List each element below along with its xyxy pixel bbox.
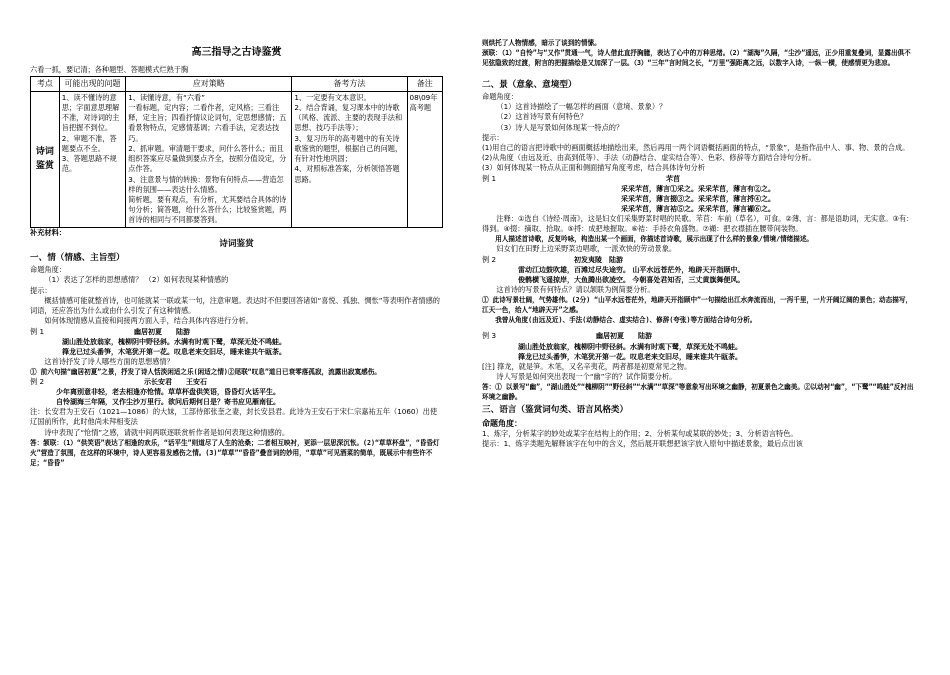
- section-heading-language: 三、语言（鉴赏词句类、语言风格类）: [482, 405, 629, 416]
- example-answer: 答：① 以景写“幽”，“湖山胜处”“槐柳阴”“野径斜”“水满”“草深”等意象写出环境之幽静，初夏景色之幽美。②以动衬“幽”，“下鹭”“鸣蛙”反衬出环境之幽静。: [482, 383, 914, 402]
- right-column: [482, 38, 914, 449]
- example-number: 例 2: [482, 254, 497, 264]
- question-item: （1）这首诗描绘了一幅怎样的画面（意境、景象）？: [496, 102, 667, 112]
- example-label: [482, 174, 914, 184]
- example-label: [30, 327, 443, 337]
- poem-line: 采采芣苢，薄言掇③之。采采芣苢，薄言捋④之。: [621, 193, 775, 203]
- method-item: 3、复习历年的高考题中的有关诗歌鉴赏的题型，根据自己的问题，有针对性地巩固；: [294, 133, 403, 164]
- section-heading-emotion: 一、情（情感、主旨型）: [30, 253, 125, 264]
- example-answer: 我曾从角度(由远及近)、手法(动静结合、虚实结合)、修辞(夸张)等方面结合诗句分析。: [495, 316, 757, 325]
- section-subtitle: 诗词鉴赏: [219, 238, 254, 249]
- question-items: （1）表达了怎样的思想感情？ （2）如何表现某种情感的: [44, 275, 229, 285]
- example-answer: 颈联：（1）“自怜”与“又作”贯通一气，诗人借此直抒胸臆，表达了心中的万种思绪。（2）“湖海”久隔，“尘沙”遥远，正少用重复叠词，显露出俱不见弦隐致的过渡，附言的把握描绘是又加深了一层。（3）“三年”言时间之长，“万里”强距离之远，以数字入诗，一纵一横，使感情更为悲凉。: [482, 49, 911, 68]
- example-answer: 用人描述首诗歌，反复吟咏，构造出某一个画面，你描述首诗歌，展示出现了什么样的景象/情境/情绪描述。: [495, 235, 814, 244]
- poem-line: 采采芣苢，薄言①采之。采采芣苢，薄言有②之。: [621, 183, 775, 193]
- problem-item: 3、答题思路不规范。: [61, 154, 117, 174]
- intro-line: 六看一抓，要记清；各种题型、答题模式烂熟于胸: [30, 65, 189, 75]
- cell-strategy: [126, 91, 292, 227]
- hint-text: (2)从角度（由远及近、由高到低等）、手法（动静结合、虚实结合等）、色彩、修辞等方面结合诗句分析。: [482, 153, 816, 163]
- poem-title: 幽居初夏 陆游: [596, 331, 653, 341]
- hint-text: (3）如何体现某一特点从正面和侧面描写角度考虑，结合具体诗句分析: [482, 163, 706, 173]
- poem-title: 芣苢: [666, 173, 681, 183]
- question-angle-label: 命题角度：: [30, 265, 66, 275]
- header-note: 备注: [407, 77, 442, 91]
- poem-line: 箨龙已过头番笋，木笔犹开第一花。叹息老来交旧尽，睡来谁共午瓯茶。: [62, 346, 286, 356]
- strategy-item: 2、抓审题。审清题干要求，问什么答什么；而且组织答案应尽量做到要点齐全，按照分值设定，分点作答。: [128, 143, 287, 174]
- example-note: 注释：①选自《诗经·周南》，这是妇女们采集野菜时唱的民歌。芣苢：车前（草名），可食。②薄、言：都是语助词，无实意。③有：得到。④掇：摘取、拾取。⑤捋：成把地握取。⑥袺：手持衣角盛物。⑦襭：把衣襟插在腰带间装物。: [482, 213, 914, 233]
- table-row: [31, 91, 443, 227]
- problem-item: 1、读不懂诗的意思；字面意思理解不准，对诗词的主旨把握不到位。: [61, 92, 120, 133]
- method-item: 1、一定要有文本意识。: [294, 92, 371, 102]
- example-number: 例 2: [30, 377, 45, 387]
- hint-label: 提示：: [482, 132, 504, 142]
- left-column: [30, 0, 443, 468]
- example-answer: 答：颔联：（1）“供笑语”表达了相逢的欢乐，“话平生”则道尽了人生的沧桑；二者相互映衬，更添一层思深沉怅。(2)“草草杯盘”，“昏昏灯火”营造了氛围，在这样的环境中，诗人更容易发感伤之情。(3)“草草”“昏昏”叠音词的妙用，“草草”可见酒菜的简单，既展示中有些许不足；“昏昏”: [30, 438, 440, 468]
- poem-line: 湖山胜处放翁家，槐柳阴中野径斜。水满有时观下鹭，草深无处不鸣蛙。: [62, 336, 286, 346]
- poem-title: 示长安君 王安石: [144, 377, 208, 387]
- poem-line: 少年离别意非轻，老去相逢亦怆情。草草杯盘供笑语，昏昏灯火话平生。: [56, 387, 280, 397]
- example-number: 例 1: [30, 326, 45, 336]
- language-hint: 提示：1、炼字类题先解释该字在句中的含义，然后展开联想把该字放入原句中描述景象，最后点出该: [482, 439, 803, 449]
- problem-item: 2、审题不准，答题要点不全。: [61, 133, 117, 153]
- example-label: [482, 331, 914, 341]
- table-header-row: [31, 77, 443, 91]
- question-angle-label: 命题角度：: [482, 418, 522, 428]
- example-answer: 妇女们在田野上边采野菜边唱歌，一派欢快的劳动景象。: [496, 244, 677, 254]
- example-note: [注] 箨龙，就是笋。木笔，又名辛夷花，两者都是初夏常见之物。: [482, 361, 692, 371]
- poem-line: 雷动江边鼓吹雄，百滩过尽失途穷。 山平水远苍茫外，地辟天开指顾中。: [518, 264, 745, 274]
- poem-line: 自怜湖海三年隔，又作尘沙万里行。欲问后期何日是？寄书应见雁南征。: [56, 397, 280, 407]
- example-answer: ① 此诗写景壮阔，气势雄伟。(2分) “山平水远苍茫外，地辟天开指顾中”一句描绘出江水奔流而出，一泻千里，一片开阔辽阔的景色；动态描写，江天一色，给人“地辟天开”之感。: [482, 295, 913, 315]
- hint-label: 提示：: [30, 285, 52, 295]
- header-strategy: 应对策略: [126, 77, 292, 91]
- example-note: 注：长安君为王安石（1021—1086）的大妹，工部侍郎张奎之妻，封长安县君。此诗为王安石于宋仁宗嘉祐五年（1060）出使辽国前所作，此时他尚未拜相变法: [30, 407, 438, 427]
- example-question: 诗人写景是如何突出表现一个“幽”字的？试作简要分析。: [496, 371, 677, 381]
- language-item: 1、炼字，分析某字的妙处或某字在结构上的作用；2、分析某句或某联的妙处；3、分析语言特色。: [482, 429, 798, 439]
- hint-text: (1)用自己的语言把诗歌中的画面概括地描绘出来，然后再用一两个词语概括画面的特点，“景象”，是指作品中人、事、物、景的合成。: [482, 142, 910, 152]
- example-question: 这首诗抒发了诗人哪些方面的思想感情？: [44, 356, 174, 366]
- strategy-table: [30, 76, 443, 227]
- example-question: 诗中表现了“怆情”之感，请就中间两联逐联赏析作者是如何表现这种情感的。: [44, 427, 290, 437]
- example-label: [30, 377, 443, 387]
- question-angle-label: 命题角度：: [482, 91, 518, 101]
- cell-problems: [59, 91, 125, 227]
- strategy-item: 一看标题，定内容；二看作者，定风格；三看注释，定主旨；四看抒情议论词句，定思想感情；五看景物特点，定感情基调；六看手法，定表达技巧。: [128, 102, 287, 143]
- example-number: 例 3: [482, 331, 497, 341]
- method-item: 4、对照标准答案，分析领悟答题思路。: [294, 164, 400, 184]
- document-title: 高三指导之古诗鉴赏: [191, 47, 282, 58]
- poem-title: 幽居初夏 陆游: [134, 326, 191, 336]
- example-answer: ① 前六句描“幽居初夏”之景，抒发了诗人恬淡闲适之乐(闲适之情)②尾联“叹息”道日已衰零落孤寂，流露出寂寞感伤。: [30, 367, 381, 376]
- header-problems: 可能出现的问题: [59, 77, 125, 91]
- strategy-item: 1、读懂诗意，有“六看”: [128, 92, 205, 102]
- poem-title: 初发夷陵 陆游: [574, 254, 624, 264]
- header-method: 备考方法: [292, 77, 407, 91]
- poem-line: 采采芣苢，薄言袺⑤之。采采芣苢，薄言襭⑥之。: [621, 203, 775, 213]
- hint-text: 概括情感可能就整首诗，也可能就某一联或某一句，注意审题。表达时不但要回答诸如“喜悦、孤独、惆怅”等表明作者情感的词语，还应答出为什么或由什么引发了有这种情感。: [30, 295, 440, 316]
- method-item: 2、结合背诵，复习课本中的诗歌（风格、流派、主要的表现手法和思想、技巧手法等）；: [294, 102, 403, 133]
- question-item: （2）这首诗写景有何特色？: [496, 112, 588, 122]
- cell-note: 08\09年 高考题: [407, 91, 442, 227]
- example-label: [482, 255, 914, 265]
- section-heading-scene: 二、景（意象、意境型）: [482, 79, 577, 90]
- poem-line: 箨龙已过头番笋，木笔犹开第一花。叹息老来交旧尽，睡来谁共午瓯茶。: [518, 351, 742, 361]
- supplement-label: 补充材料：: [30, 227, 66, 237]
- example-number: 例 1: [482, 173, 497, 183]
- example-question: 这首诗的写景有何特点？请以颔联为例简要分析。: [496, 284, 655, 294]
- strategy-item: 简析题，要有观点，有分析，尤其要结合具体的诗句分析；简答题，给什么答什么；比较鉴赏题，两首诗的相同与不同都要答到。: [128, 194, 287, 225]
- header-kaodian: 考点: [31, 77, 60, 91]
- question-item: （3）诗人是写景如何体现某一特点的？: [496, 122, 624, 132]
- poem-line: 俊鹘横飞遥掠岸，大鱼腾出欲凌空。 今朝喜处君知否，三丈黄旗舞便风。: [518, 274, 745, 284]
- hint-text: 如何体现情感从直接和间接两方面入手，结合具体内容进行分析。: [44, 316, 253, 326]
- strategy-item: 3、注意景与情的转换：景物有何特点——营造怎样的氛围——表达什么情感。: [128, 174, 284, 194]
- cell-method: [292, 91, 407, 227]
- cell-kaodian: 诗词鉴赏: [31, 91, 60, 227]
- poem-line: 湖山胜处放翁家，槐柳阴中野径斜。水满有时观下鹭，草深无处不鸣蛙。: [518, 341, 742, 351]
- continued-answer: 则烘托了人物情感，暗示了谈到的情愫。: [482, 39, 601, 47]
